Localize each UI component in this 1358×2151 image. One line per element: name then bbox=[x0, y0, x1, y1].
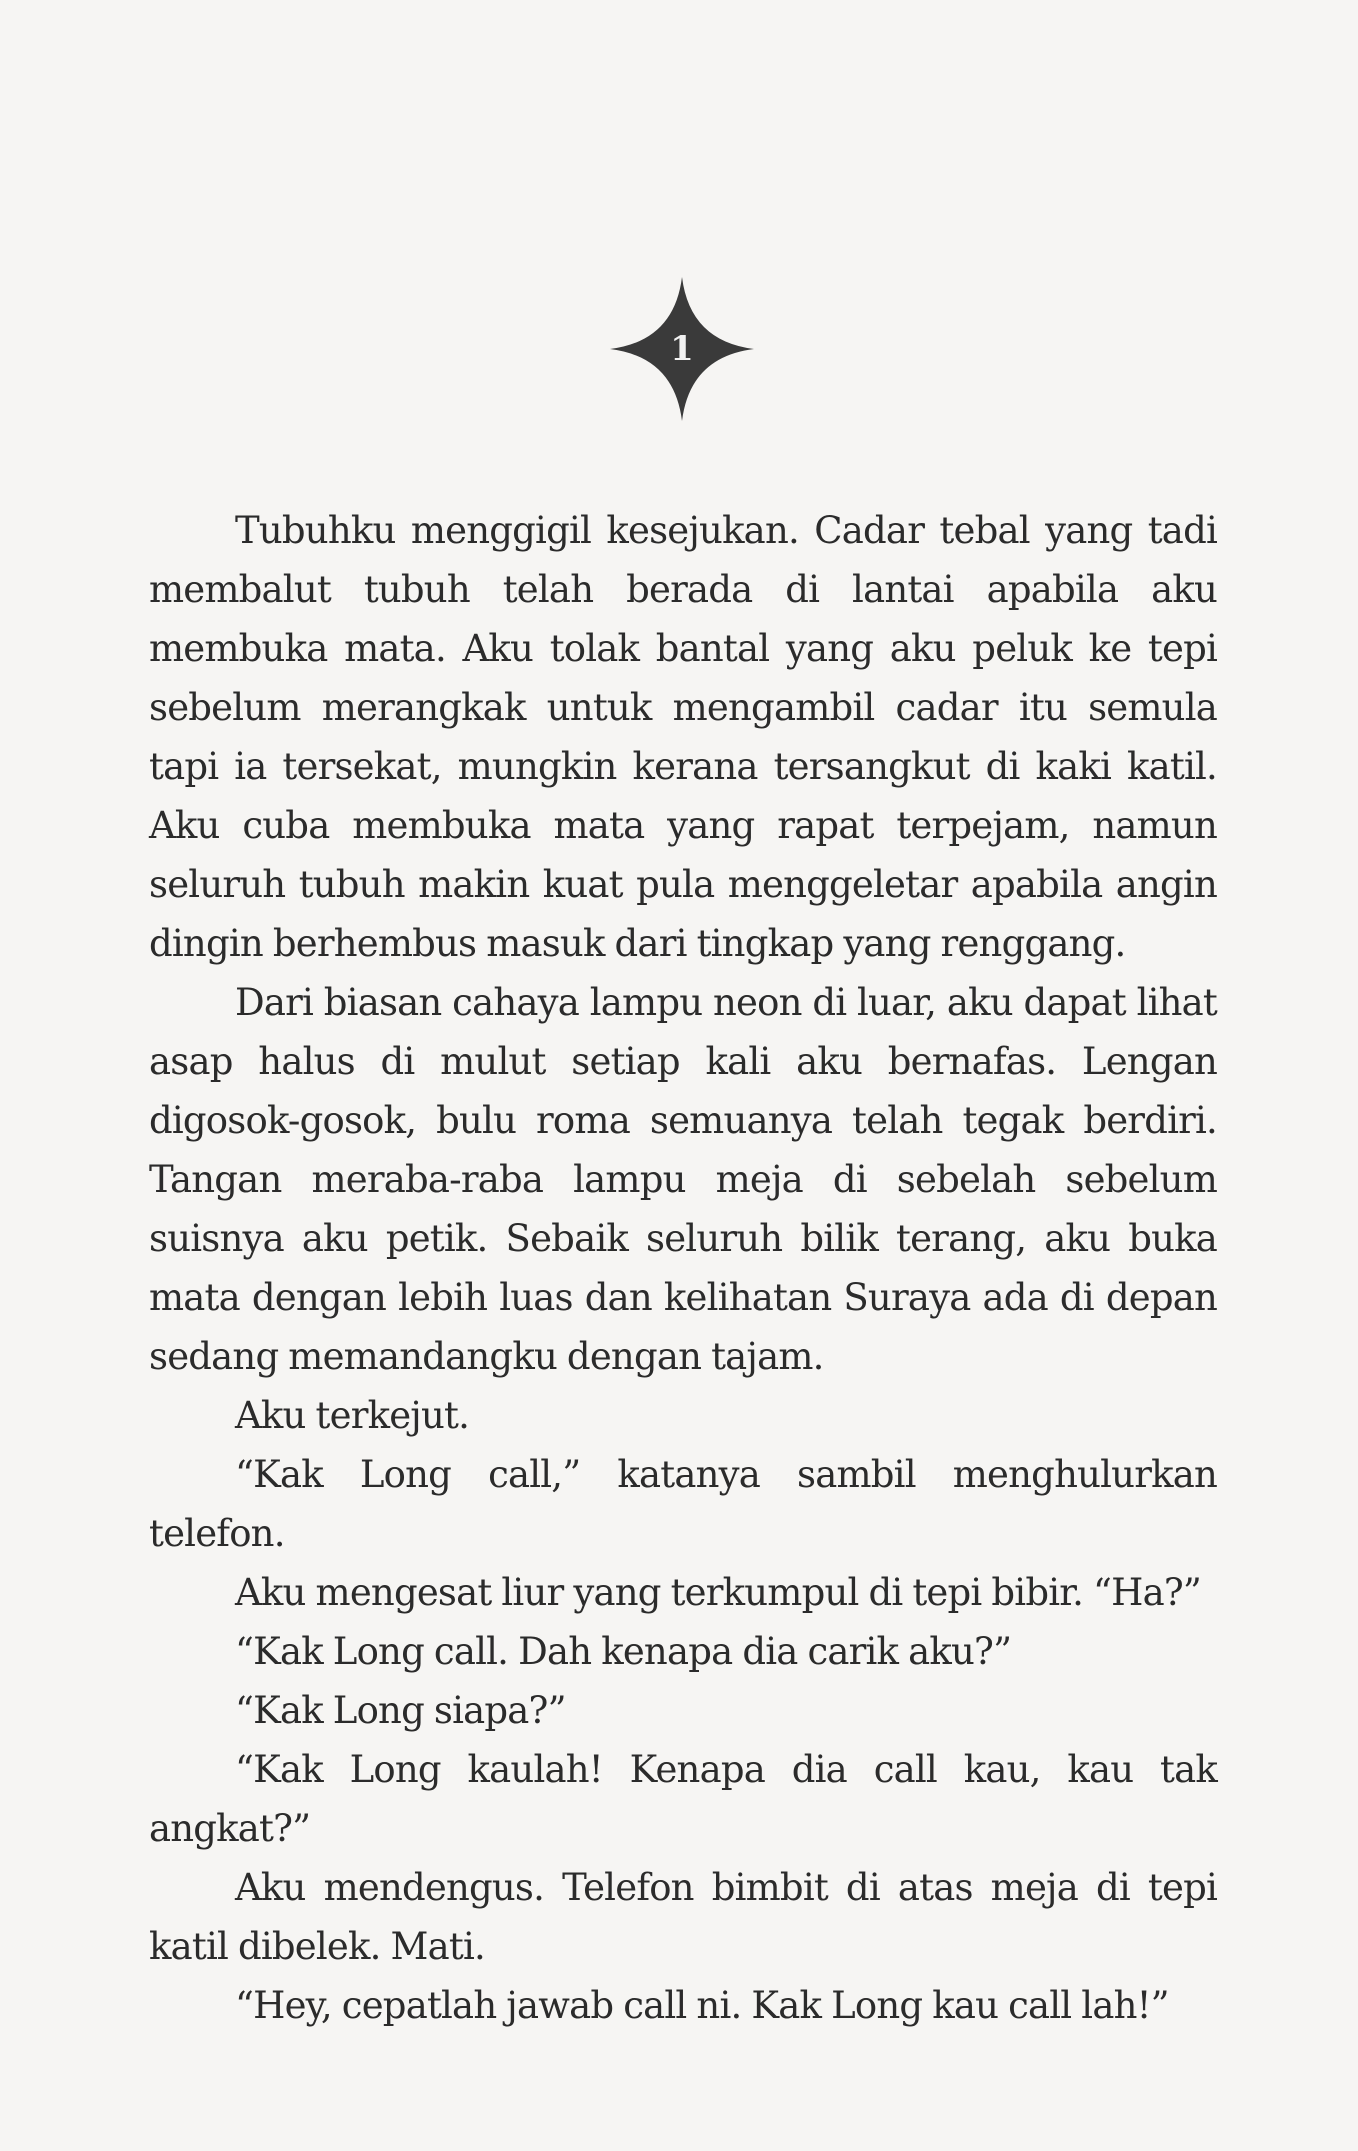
chapter-body-text bbox=[149, 501, 1217, 2035]
paragraph: “Hey, cepatlah jawab call ni. Kak Long kau call lah!” bbox=[235, 1984, 1169, 2027]
paragraph: “Kak Long siapa?” bbox=[235, 1689, 566, 1732]
paragraph: “Kak Long call. Dah kenapa dia carik aku?” bbox=[235, 1630, 1012, 1673]
paragraph: Tubuhku menggigil kesejukan. Cadar tebal yang tadi membalut tubuh telah berada di lantai apabila aku membuka mata. Aku tolak bantal yang aku peluk ke tepi sebelum merangkak untuk mengambil cadar itu semula tapi ia tersekat, mungkin kerana tersangkut di kaki katil. Aku cuba membuka mata yang rapat terpejam, namun seluruh tubuh makin kuat pula menggeletar apabila angin dingin berhembus masuk dari tingkap yang renggang. bbox=[149, 509, 1217, 965]
chapter-ornament bbox=[608, 275, 756, 423]
paragraph: Aku terkejut. bbox=[235, 1394, 470, 1437]
paragraph: Aku mendengus. Telefon bimbit di atas meja di tepi katil dibelek. Mati. bbox=[149, 1866, 1217, 1968]
paragraph: “Kak Long kaulah! Kenapa dia call kau, kau tak angkat?” bbox=[149, 1748, 1217, 1850]
paragraph: Dari biasan cahaya lampu neon di luar, aku dapat lihat asap halus di mulut setiap kali aku bernafas. Lengan digosok-gosok, bulu roma semuanya telah tegak berdiri. Tangan meraba-raba lampu meja di sebelah sebelum suisnya aku petik. Sebaik seluruh bilik terang, aku buka mata dengan lebih luas dan kelihatan Suraya ada di depan sedang memandangku dengan tajam. bbox=[149, 981, 1217, 1378]
paragraph: Aku mengesat liur yang terkumpul di tepi bibir. “Ha?” bbox=[235, 1571, 1201, 1614]
paragraph: “Kak Long call,” katanya sambil menghulurkan telefon. bbox=[149, 1453, 1217, 1555]
chapter-number: 1 bbox=[670, 329, 694, 369]
